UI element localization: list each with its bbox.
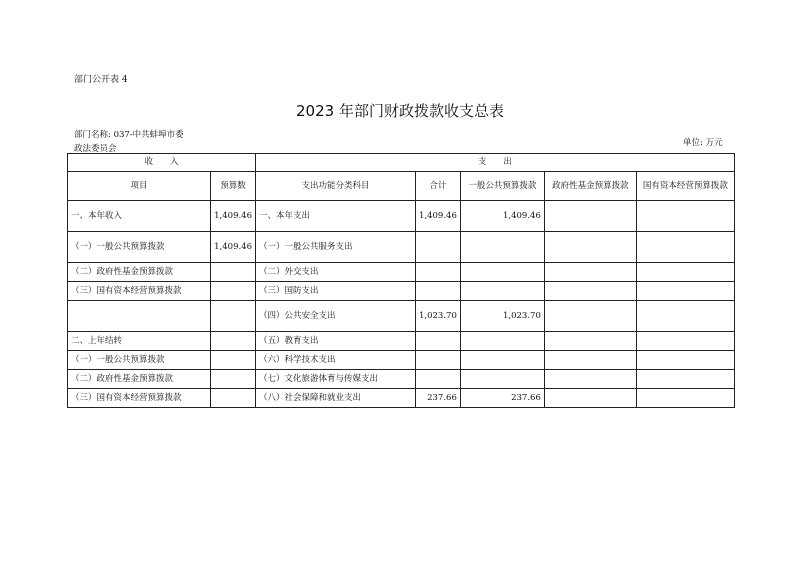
row-function: （二）外交支出: [256, 263, 416, 282]
row-budget: [211, 370, 256, 389]
row-total: [416, 263, 461, 282]
row-item: [68, 301, 211, 332]
table-row: [68, 282, 735, 301]
table-row: [68, 351, 735, 370]
row-budget: [211, 389, 256, 408]
row-fund: [544, 351, 636, 370]
table-row: [68, 263, 735, 282]
row-total: 237.66: [416, 389, 461, 408]
row-capital: [636, 201, 734, 232]
row-general: [460, 332, 544, 351]
table-row: [68, 301, 735, 332]
row-total: [416, 332, 461, 351]
row-fund: [544, 332, 636, 351]
row-function: （四）公共安全支出: [256, 301, 416, 332]
row-capital: [636, 232, 734, 263]
row-item: （二）政府性基金预算拨款: [68, 370, 211, 389]
row-general: 1,409.46: [460, 201, 544, 232]
row-budget: 1,409.46: [211, 201, 256, 232]
row-general: 237.66: [460, 389, 544, 408]
col-item-header: 项目: [68, 172, 211, 201]
row-fund: [544, 201, 636, 232]
row-total: [416, 351, 461, 370]
row-item: （一）一般公共预算拨款: [68, 232, 211, 263]
row-function: （五）教育支出: [256, 332, 416, 351]
table-row: [68, 201, 735, 232]
row-budget: [211, 282, 256, 301]
document-label: 部门公开表 4: [74, 75, 128, 85]
row-item: （三）国有资本经营预算拨款: [68, 389, 211, 408]
row-budget: [211, 263, 256, 282]
row-budget: 1,409.46: [211, 232, 256, 263]
row-item: （三）国有资本经营预算拨款: [68, 282, 211, 301]
row-general: [460, 351, 544, 370]
row-function: （六）科学技术支出: [256, 351, 416, 370]
row-general: [460, 263, 544, 282]
row-capital: [636, 332, 734, 351]
department-name-cont: 政法委员会: [74, 144, 117, 154]
row-general: 1,023.70: [460, 301, 544, 332]
row-budget: [211, 332, 256, 351]
col-general-header: 一般公共预算拨款: [460, 172, 544, 201]
row-function: （三）国防支出: [256, 282, 416, 301]
budget-summary-table: [67, 153, 735, 408]
department-name: 部门名称: 037-中共蚌埠市委: [74, 130, 184, 140]
row-capital: [636, 351, 734, 370]
table-row: [68, 332, 735, 351]
col-budget-header: 预算数: [211, 172, 256, 201]
row-capital: [636, 389, 734, 408]
income-header: 收 入: [68, 154, 256, 172]
table-row: [68, 389, 735, 408]
row-item: （一）一般公共预算拨款: [68, 351, 211, 370]
row-fund: [544, 282, 636, 301]
row-function: （一）一般公共服务支出: [256, 232, 416, 263]
row-total: [416, 232, 461, 263]
row-fund: [544, 370, 636, 389]
col-capital-header: 国有资本经营预算拨款: [636, 172, 734, 201]
table-row: [68, 232, 735, 263]
expense-header: 支 出: [256, 154, 735, 172]
row-fund: [544, 232, 636, 263]
row-total: 1,409.46: [416, 201, 461, 232]
row-budget: [211, 301, 256, 332]
col-fund-header: 政府性基金预算拨款: [544, 172, 636, 201]
row-total: 1,023.70: [416, 301, 461, 332]
page-title: 2023 年部门财政拨款收支总表: [296, 102, 504, 120]
row-fund: [544, 301, 636, 332]
row-fund: [544, 263, 636, 282]
row-general: [460, 370, 544, 389]
row-item: 一、本年收入: [68, 201, 211, 232]
row-total: [416, 282, 461, 301]
row-item: （二）政府性基金预算拨款: [68, 263, 211, 282]
row-capital: [636, 370, 734, 389]
row-general: [460, 282, 544, 301]
row-function: （七）文化旅游体育与传媒支出: [256, 370, 416, 389]
row-capital: [636, 282, 734, 301]
col-total-header: 合计: [416, 172, 461, 201]
row-function: （八）社会保障和就业支出: [256, 389, 416, 408]
row-item: 二、上年结转: [68, 332, 211, 351]
row-total: [416, 370, 461, 389]
row-budget: [211, 351, 256, 370]
table-row: [68, 370, 735, 389]
row-function: 一、本年支出: [256, 201, 416, 232]
row-fund: [544, 389, 636, 408]
row-capital: [636, 301, 734, 332]
col-function-header: 支出功能分类科目: [256, 172, 416, 201]
row-capital: [636, 263, 734, 282]
unit-label: 单位: 万元: [683, 138, 723, 148]
row-general: [460, 232, 544, 263]
